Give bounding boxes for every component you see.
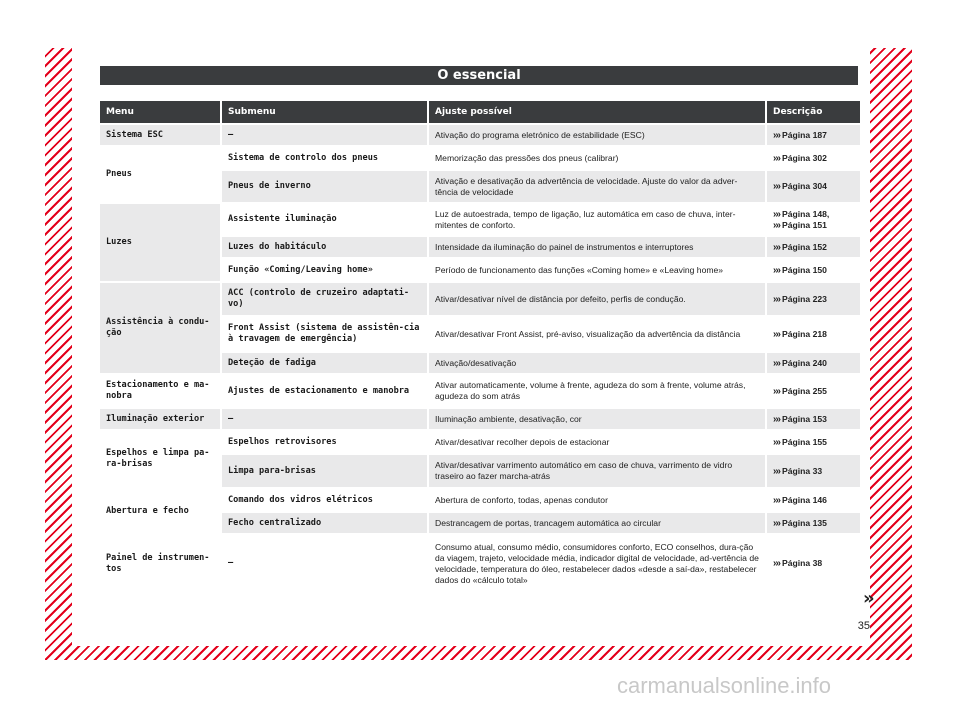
reference-arrow-icon: ››› bbox=[773, 208, 780, 220]
column-header-setting: Ajuste possível bbox=[428, 101, 766, 124]
page-reference-link[interactable]: ››› Página 135 bbox=[766, 512, 860, 534]
table-row bbox=[100, 124, 860, 146]
submenu-cell: – bbox=[221, 124, 428, 146]
reference-arrow-icon: ››› bbox=[773, 436, 780, 448]
submenu-cell: Luzes do habitáculo bbox=[221, 236, 428, 258]
continue-marker-icon: » bbox=[863, 588, 875, 609]
reference-arrow-icon: ››› bbox=[773, 517, 780, 529]
reference-arrow-icon: ››› bbox=[773, 385, 780, 397]
submenu-cell: Fecho centralizado bbox=[221, 512, 428, 534]
column-header-menu: Menu bbox=[100, 101, 221, 124]
menu-cell: Pneus bbox=[100, 146, 221, 203]
page-reference-link[interactable]: ››› Página 240 bbox=[766, 352, 860, 374]
page-reference-link[interactable]: ››› Página 302 bbox=[766, 146, 860, 170]
submenu-cell: Front Assist (sistema de assistên-cia à travagem de emergência) bbox=[221, 316, 428, 352]
page-reference-link[interactable]: ››› Página 148, ››› Página 151 bbox=[766, 203, 860, 236]
submenu-cell: Função «Coming/Leaving home» bbox=[221, 258, 428, 282]
reference-arrow-icon: ››› bbox=[773, 152, 780, 164]
column-header-description: Descrição bbox=[766, 101, 860, 124]
page-reference-link[interactable]: ››› Página 152 bbox=[766, 236, 860, 258]
reference-arrow-icon: ››› bbox=[773, 465, 780, 477]
reference-arrow-icon: ››› bbox=[773, 219, 780, 231]
setting-cell: Ativação e desativação da advertência de velocidade. Ajuste do valor da adver-tência de velocidade bbox=[428, 170, 766, 203]
settings-table bbox=[100, 101, 860, 592]
table-row bbox=[100, 146, 860, 170]
menu-cell: Luzes bbox=[100, 203, 221, 282]
setting-cell: Luz de autoestrada, tempo de ligação, luz automática em caso de chuva, inter-mitentes de conforto. bbox=[428, 203, 766, 236]
setting-cell: Ativar/desativar nível de distância por defeito, perfis de condução. bbox=[428, 282, 766, 316]
setting-cell: Ativar automaticamente, volume à frente, agudeza do som à frente, volume atrás, agudeza do som atrás bbox=[428, 374, 766, 408]
menu-cell: Assistência à condu-ção bbox=[100, 282, 221, 374]
setting-cell: Período de funcionamento das funções «Coming home» e «Leaving home» bbox=[428, 258, 766, 282]
setting-cell: Iluminação ambiente, desativação, cor bbox=[428, 408, 766, 430]
page-title: O essencial bbox=[100, 66, 858, 85]
page-reference-link[interactable]: ››› Página 155 bbox=[766, 430, 860, 454]
reference-arrow-icon: ››› bbox=[773, 264, 780, 276]
submenu-cell: Pneus de inverno bbox=[221, 170, 428, 203]
setting-cell: Destrancagem de portas, trancagem automática ao circular bbox=[428, 512, 766, 534]
setting-cell: Ativar/desativar varrimento automático em caso de chuva, varrimento de vidro traseiro ao fazer marcha-atrás bbox=[428, 454, 766, 488]
menu-cell: Iluminação exterior bbox=[100, 408, 221, 430]
table-row bbox=[100, 534, 860, 592]
page-reference-link[interactable]: ››› Página 153 bbox=[766, 408, 860, 430]
table-row bbox=[100, 374, 860, 408]
page-number: 35 bbox=[857, 620, 870, 632]
table-row bbox=[100, 282, 860, 316]
setting-cell: Ativar/desativar Front Assist, pré-aviso, visualização da advertência da distância bbox=[428, 316, 766, 352]
reference-arrow-icon: ››› bbox=[773, 129, 780, 141]
reference-arrow-icon: ››› bbox=[773, 293, 780, 305]
setting-cell: Abertura de conforto, todas, apenas condutor bbox=[428, 488, 766, 512]
reference-arrow-icon: ››› bbox=[773, 494, 780, 506]
table-row bbox=[100, 488, 860, 512]
setting-cell: Intensidade da iluminação do painel de instrumentos e interruptores bbox=[428, 236, 766, 258]
page-reference-link[interactable]: ››› Página 218 bbox=[766, 316, 860, 352]
submenu-cell: – bbox=[221, 534, 428, 592]
page-reference-link[interactable]: ››› Página 187 bbox=[766, 124, 860, 146]
table-header-row bbox=[100, 101, 860, 124]
page-reference-link[interactable]: ››› Página 255 bbox=[766, 374, 860, 408]
reference-arrow-icon: ››› bbox=[773, 328, 780, 340]
setting-cell: Ativação do programa eletrónico de estabilidade (ESC) bbox=[428, 124, 766, 146]
submenu-cell: Comando dos vidros elétricos bbox=[221, 488, 428, 512]
menu-cell: Painel de instrumen-tos bbox=[100, 534, 221, 592]
menu-cell: Espelhos e limpa pa-ra-brisas bbox=[100, 430, 221, 488]
page-reference-link[interactable]: ››› Página 223 bbox=[766, 282, 860, 316]
table-row bbox=[100, 430, 860, 454]
table-row bbox=[100, 203, 860, 236]
setting-cell: Consumo atual, consumo médio, consumidores conforto, ECO conselhos, dura-ção da viagem, trajeto, velocidade média, indicador digital de velocidade, ad-vertência de velocidade, temperatura do óleo, restabelecer dados «desde a saí-da», restabelecer dados do «cálculo total» bbox=[428, 534, 766, 592]
reference-arrow-icon: ››› bbox=[773, 413, 780, 425]
setting-cell: Ativar/desativar recolher depois de estacionar bbox=[428, 430, 766, 454]
submenu-cell: Deteção de fadiga bbox=[221, 352, 428, 374]
page-reference-link[interactable]: ››› Página 33 bbox=[766, 454, 860, 488]
reference-arrow-icon: ››› bbox=[773, 181, 780, 192]
page-reference-link[interactable]: ››› Página 146 bbox=[766, 488, 860, 512]
menu-cell: Estacionamento e ma-nobra bbox=[100, 374, 221, 408]
submenu-cell: Ajustes de estacionamento e manobra bbox=[221, 374, 428, 408]
reference-arrow-icon: ››› bbox=[773, 241, 780, 253]
setting-cell: Ativação/desativação bbox=[428, 352, 766, 374]
reference-arrow-icon: ››› bbox=[773, 357, 780, 369]
watermark: carmanualsonline.info bbox=[617, 673, 832, 698]
submenu-cell: Limpa para-brisas bbox=[221, 454, 428, 488]
page-reference-link[interactable]: ››› Página 38 bbox=[766, 534, 860, 592]
page-reference-link[interactable]: ››› Página 304 bbox=[766, 170, 860, 203]
submenu-cell: – bbox=[221, 408, 428, 430]
table-row bbox=[100, 408, 860, 430]
submenu-cell: ACC (controlo de cruzeiro adaptati-vo) bbox=[221, 282, 428, 316]
submenu-cell: Sistema de controlo dos pneus bbox=[221, 146, 428, 170]
submenu-cell: Espelhos retrovisores bbox=[221, 430, 428, 454]
reference-arrow-icon: ››› bbox=[773, 558, 780, 569]
page-reference-link[interactable]: ››› Página 150 bbox=[766, 258, 860, 282]
column-header-submenu: Submenu bbox=[221, 101, 428, 124]
menu-cell: Sistema ESC bbox=[100, 124, 221, 146]
setting-cell: Memorização das pressões dos pneus (calibrar) bbox=[428, 146, 766, 170]
menu-cell: Abertura e fecho bbox=[100, 488, 221, 534]
submenu-cell: Assistente iluminação bbox=[221, 203, 428, 236]
